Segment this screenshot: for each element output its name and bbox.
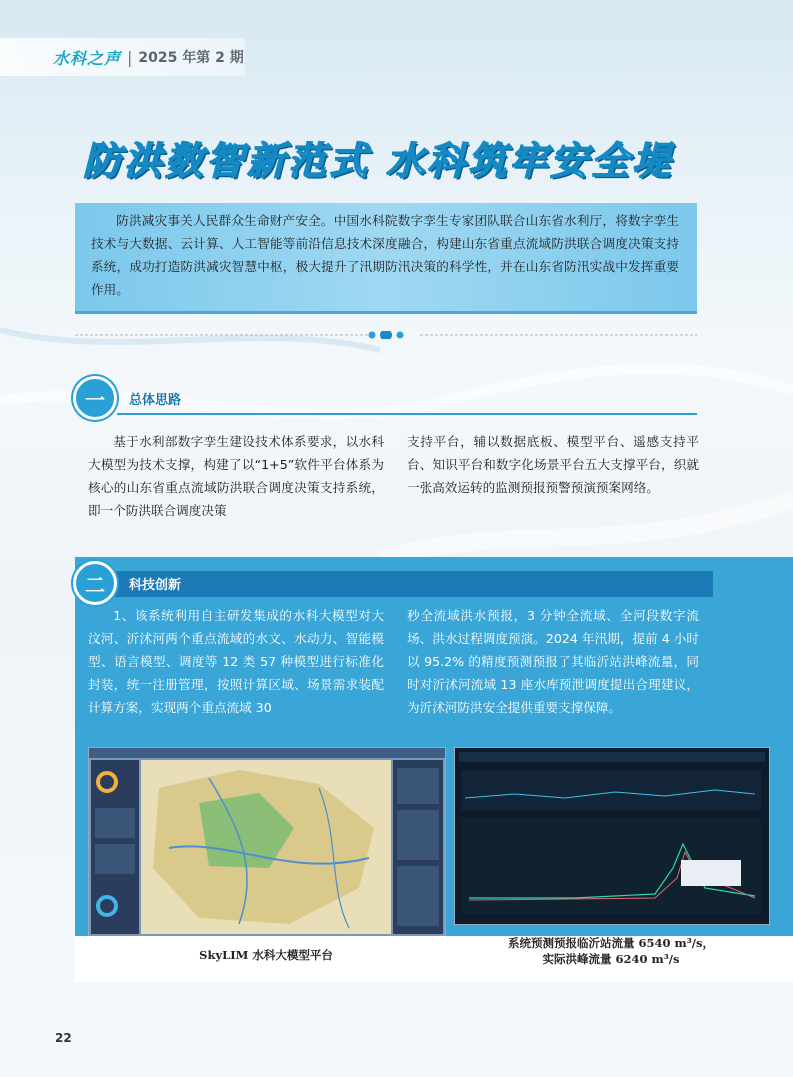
map-dashboard-image [89,748,445,936]
section1-number: 一 [73,376,117,420]
header-separator: | [127,47,133,67]
page-number: 22 [55,1031,72,1045]
caption-right-line1: 系统预测预报临沂站流量 6540 m³/s， [508,936,714,950]
section1-heading [73,382,697,414]
section1-underline [117,413,697,415]
intro-text: 防洪减灾事关人民群众生命财产安全。中国水科院数字孪生专家团队联合山东省水利厅，将数字孪生技术与大数据、云计算、人工智能等前沿信息技术深度融合，构建山东省重点流域防洪联合调度决策支持系统，成功打造防洪减灾智慧中枢，极大提升了汛期防汛决策的科学性，并在山东省防汛实战中发挥重要作用。 [91,213,679,297]
section2-title: 科技创新 [129,577,182,593]
section2-paragraph-right: 秒全流域洪水预报，3 分钟全流域、全河段数字流场、洪水过程调度预演。2024 年汛期，提前 4 小时以 95.2% 的精度预测预报了其临沂站洪峰流量，同时对沂沭河流域 13 座水库预泄调度提出合理建议，为沂沭河防洪安全提供重要支撑保障。 [407,608,699,715]
section2-paragraph-left: 1、该系统利用自主研发集成的水科大模型对大汶河、沂沭河两个重点流域的水文、水动力、智能模型、语言模型、调度等 12 类 57 种模型进行标准化封装，统一注册管理，按照计算区域、场景需求装配计算方案，实现两个重点流域 30 [88,608,384,715]
caption-right [454,935,768,967]
issue-label: 2025 年第 2 期 [138,50,244,66]
article-title: 防洪数智新范式 水科筑牢安全堤 [83,138,674,183]
section1-column-right [407,430,699,499]
publication-header [0,38,245,76]
hydrograph-image [455,748,769,924]
skylim-platform-screenshot [88,747,446,937]
section2-column-left [88,604,384,719]
section2-column-right [407,604,699,719]
section1-paragraph-left: 基于水利部数字孪生建设技术体系要求，以水科大模型为技术支撑，构建了以“1+5”软件平台体系为核心的山东省重点流域防洪联合调度决策支持系统，即一个防洪联合调度决策 [88,434,384,518]
section1-column-left [88,430,384,522]
caption-left: SkyLIM 水科大模型平台 [199,948,333,962]
section2-heading [73,567,713,599]
dotted-divider [75,331,697,339]
publication-name: 水科之声 [53,48,122,68]
section2-title-bar [93,571,713,597]
intro-box [75,203,697,314]
section1-title: 总体思路 [129,392,182,408]
flood-forecast-screenshot [454,747,770,925]
caption-right-line2: 实际洪峰流量 6240 m³/s [542,952,680,966]
section1-paragraph-right: 支持平台，辅以数据底板、模型平台、遥感支持平台、知识平台和数字化场景平台五大支撑平台，织就一张高效运转的监测预报预警预演预案网络。 [407,434,699,495]
section2-number: 二 [73,561,117,605]
